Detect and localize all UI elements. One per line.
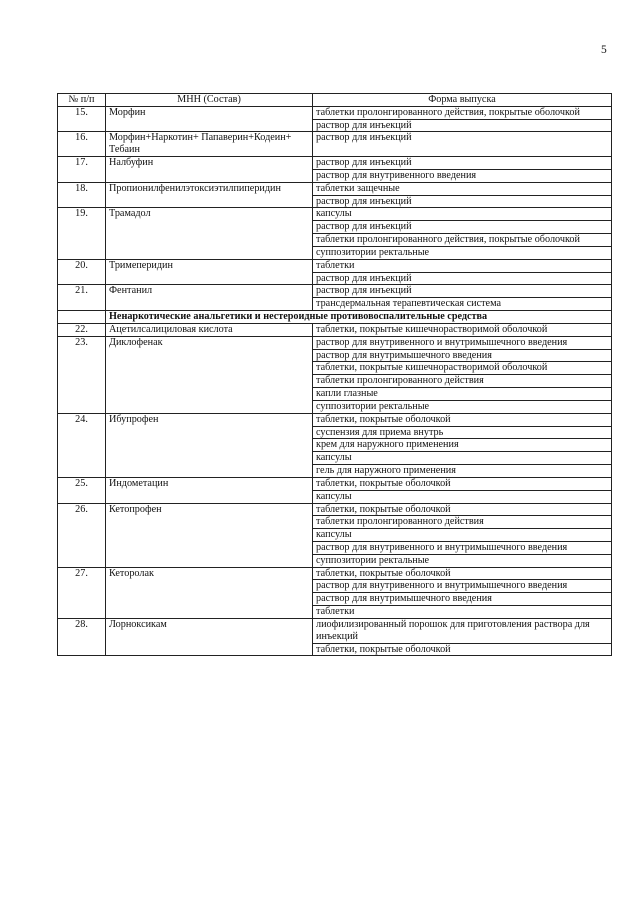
release-forms-cell [313, 413, 612, 477]
table-row [58, 503, 612, 567]
drug-name: Морфин+Наркотин+ Папаверин+Кодеин+ Тебаин [106, 132, 313, 157]
release-form: капсулы [313, 208, 611, 221]
drug-name: Кетопрофен [106, 503, 313, 567]
drug-name: Ацетилсалициловая кислота [106, 323, 313, 336]
page-number: 5 [601, 44, 607, 56]
release-form: крем для наружного применения [313, 439, 611, 452]
drug-name: Морфин [106, 106, 313, 132]
drug-name: Тримеперидин [106, 259, 313, 285]
release-forms-cell [313, 132, 612, 157]
release-form: таблетки, покрытые кишечнорастворимой оболочкой [316, 323, 548, 335]
table-row [58, 285, 612, 311]
release-form: раствор для инъекций [316, 272, 412, 284]
header-form: Форма выпуска [313, 94, 612, 107]
table-row [58, 567, 612, 618]
row-number: 20. [58, 259, 106, 285]
drug-name: Индометацин [106, 477, 313, 503]
release-form: суппозитории ректальные [316, 246, 430, 258]
release-forms-cell [313, 106, 612, 132]
release-form: капли глазные [313, 388, 611, 401]
section-row [58, 311, 612, 324]
table-row [58, 106, 612, 132]
table-row [58, 208, 612, 259]
drug-name: Ибупрофен [106, 413, 313, 477]
release-form: раствор для внутримышечного введения [313, 593, 611, 606]
release-form: капсулы [316, 490, 352, 502]
release-form: таблетки пролонгированного действия [313, 516, 611, 529]
release-form: лиофилизированный порошок для приготовления раствора для инъекций [313, 619, 611, 644]
release-forms-cell [313, 157, 612, 183]
table-row [58, 182, 612, 208]
drug-name: Пропионилфенилэтоксиэтилпиперидин [106, 182, 313, 208]
release-form: раствор для инъекций [313, 157, 611, 170]
release-form: таблетки, покрытые кишечнорастворимой оболочкой [313, 362, 611, 375]
release-form: раствор для инъекций [316, 132, 412, 144]
release-form: капсулы [313, 529, 611, 542]
release-form: суппозитории ректальные [316, 400, 430, 412]
section-num-cell [58, 311, 106, 324]
section-title: Ненаркотические анальгетики и нестероидные противовоспалительные средства [106, 311, 612, 324]
release-forms-cell [313, 182, 612, 208]
release-form: таблетки, покрытые оболочкой [313, 504, 611, 517]
release-form: раствор для инъекций [316, 195, 412, 207]
release-form: таблетки, покрытые оболочкой [313, 414, 611, 427]
row-number: 15. [58, 106, 106, 132]
release-form: гель для наружного применения [316, 465, 456, 477]
table-body [58, 106, 612, 656]
release-forms-cell [313, 285, 612, 311]
header-num: № п/п [58, 94, 106, 107]
release-form: таблетки [316, 606, 355, 618]
row-number: 18. [58, 182, 106, 208]
row-number: 25. [58, 477, 106, 503]
row-number: 19. [58, 208, 106, 259]
release-form: таблетки, покрытые оболочкой [313, 568, 611, 581]
release-form: раствор для внутривенного и внутримышечного введения [313, 337, 611, 350]
release-forms-cell [313, 503, 612, 567]
release-form: таблетки, покрытые оболочкой [316, 643, 451, 655]
table-row [58, 259, 612, 285]
drug-name: Налбуфин [106, 157, 313, 183]
release-form: таблетки, покрытые оболочкой [313, 478, 611, 491]
release-form: раствор для инъекций [313, 221, 611, 234]
row-number: 16. [58, 132, 106, 157]
release-form: раствор для внутривенного введения [316, 169, 477, 181]
release-form: раствор для инъекций [316, 119, 412, 131]
release-form: таблетки защечные [313, 183, 611, 196]
release-form: таблетки [313, 260, 611, 273]
row-number: 22. [58, 323, 106, 336]
row-number: 26. [58, 503, 106, 567]
release-forms-cell [313, 618, 612, 655]
row-number: 27. [58, 567, 106, 618]
table-row [58, 336, 612, 413]
row-number: 17. [58, 157, 106, 183]
release-form: таблетки пролонгированного действия [313, 375, 611, 388]
release-form: раствор для внутримышечного введения [313, 350, 611, 363]
row-number: 21. [58, 285, 106, 311]
release-form: трансдермальная терапевтическая система [316, 298, 501, 310]
table-row [58, 323, 612, 336]
release-form: таблетки пролонгированного действия, покрытые оболочкой [313, 234, 611, 247]
table-row [58, 618, 612, 655]
release-form: раствор для внутривенного и внутримышечного введения [313, 580, 611, 593]
release-forms-cell [313, 208, 612, 259]
row-number: 28. [58, 618, 106, 655]
table-row [58, 477, 612, 503]
drug-table [57, 93, 612, 656]
table-row [58, 132, 612, 157]
drug-name: Трамадол [106, 208, 313, 259]
header-inn: МНН (Состав) [106, 94, 313, 107]
release-form: раствор для внутривенного и внутримышечного введения [313, 542, 611, 555]
release-form: суспензия для приема внутрь [313, 427, 611, 440]
table-row [58, 157, 612, 183]
release-forms-cell [313, 259, 612, 285]
release-form: капсулы [313, 452, 611, 465]
release-forms-cell [313, 477, 612, 503]
release-form: суппозитории ректальные [316, 554, 430, 566]
table-header-row [58, 94, 612, 107]
release-form: раствор для инъекций [313, 285, 611, 298]
release-forms-cell [313, 323, 612, 336]
drug-name: Диклофенак [106, 336, 313, 413]
drug-name: Лорноксикам [106, 618, 313, 655]
release-form: таблетки пролонгированного действия, покрытые оболочкой [313, 107, 611, 120]
table-row [58, 413, 612, 477]
release-forms-cell [313, 336, 612, 413]
release-forms-cell [313, 567, 612, 618]
row-number: 23. [58, 336, 106, 413]
drug-name: Кеторолак [106, 567, 313, 618]
drug-name: Фентанил [106, 285, 313, 311]
row-number: 24. [58, 413, 106, 477]
